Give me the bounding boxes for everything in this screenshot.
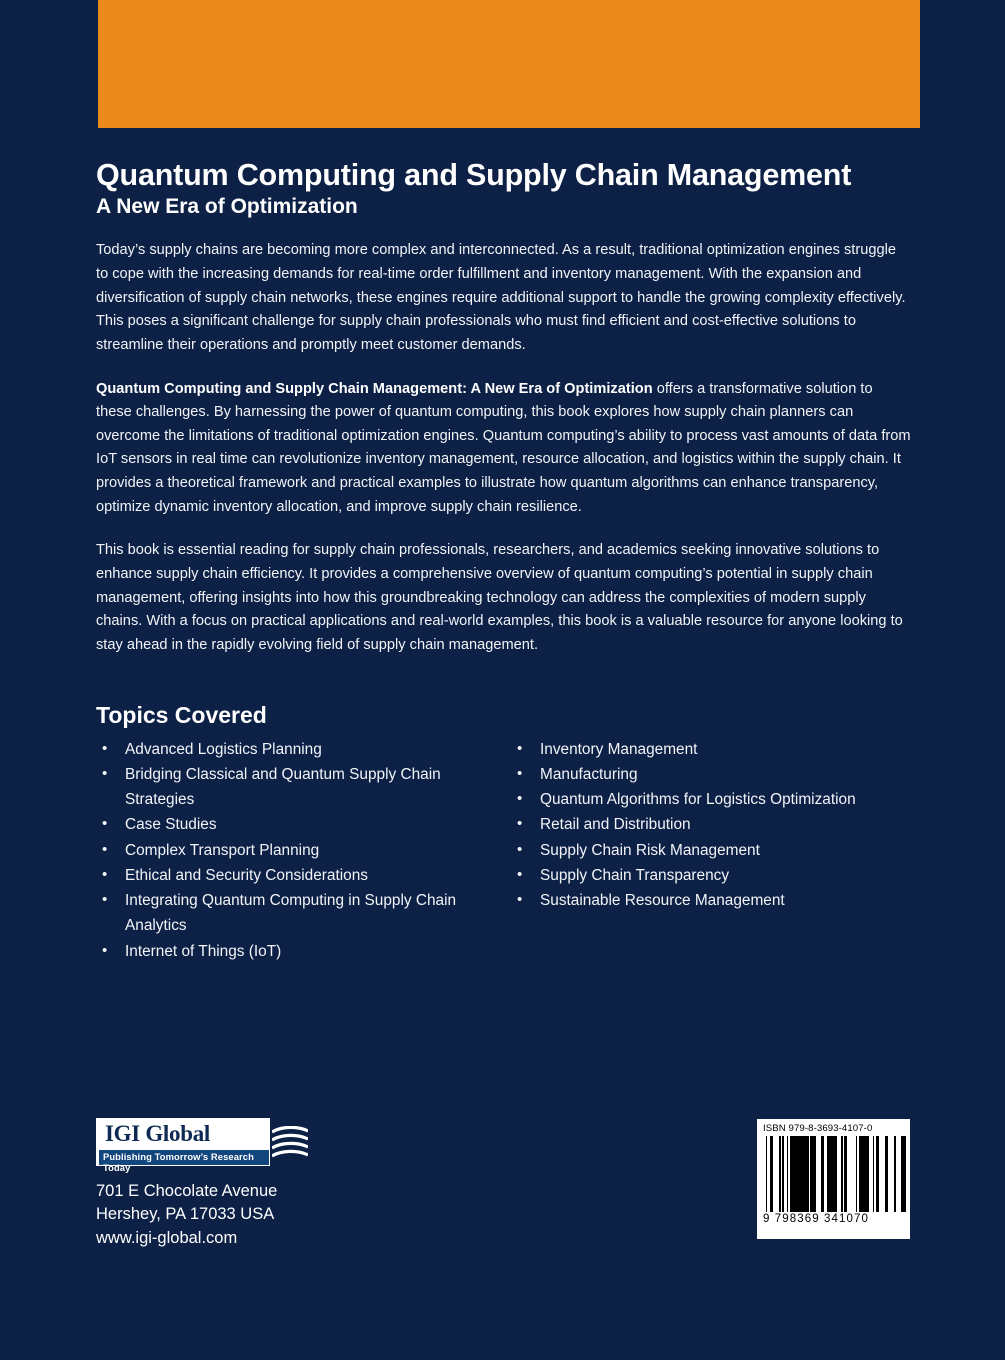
topics-column-right	[511, 737, 926, 964]
list-item: • Advanced Logistics Planning	[96, 737, 511, 762]
description-paragraph-3: This book is essential reading for supply chain professionals, researchers, and academics seeking innovative solutions to enhance supply chain efficiency. It provides a comprehensive overview of quantum computing’s potential in supply chain management, offering insights into how this groundbreaking technology can address the complexities of modern supply chains. With a focus on practical applications and real-world examples, this book is a valuable resource for anyone looking to stay ahead in the rapidly evolving field of supply chain management.	[96, 542, 903, 653]
publisher-website: www.igi-global.com	[96, 1228, 238, 1247]
description-paragraph-1: Today’s supply chains are becoming more complex and interconnected. As a result, traditional optimization engines struggle to cope with the increasing demands for real-time order fulfillment and inventory management. With the expansion and diversification of supply chain networks, these engines require additional support to handle the growing complexity effectively. This poses a significant challenge for supply chain professionals who must find efficient and cost-effective solutions to streamline their operations and promptly meet customer demands.	[96, 242, 906, 353]
isbn-label: ISBN 979-8-3693-4107-0	[763, 1123, 873, 1134]
address-line-2: Hershey, PA 17033 USA	[96, 1205, 275, 1224]
list-item: • Supply Chain Risk Management	[511, 838, 926, 863]
list-item: • Sustainable Resource Management	[511, 888, 926, 913]
book-title-inline: Quantum Computing and Supply Chain Management: A New Era of Optimization	[96, 380, 653, 397]
page-title: Quantum Computing and Supply Chain Management	[96, 158, 852, 192]
description-paragraph-2-rest: offers a transformative solution to these challenges. By harnessing the power of quantum computing, this book explores how supply chain planners can overcome the limitations of traditional optimization engines. Quantum computing’s ability to process vast amounts of data from IoT sensors in real time can revolutionize inventory management, resource allocation, and logistics within the supply chain. It provides a theoretical framework and practical examples to illustrate how quantum algorithms can enhance transparency, optimize dynamic inventory allocation, and improve supply chain resilience.	[96, 380, 911, 515]
orange-header-band	[98, 0, 920, 128]
logo-wordmark: IGI Global	[105, 1121, 211, 1146]
address-line-1: 701 E Chocolate Avenue	[96, 1182, 278, 1200]
list-item: • Complex Transport Planning	[96, 838, 511, 863]
logo-tagline: Publishing Tomorrow’s Research Today	[103, 1151, 254, 1173]
topics-list-right	[511, 737, 926, 914]
cover-content	[96, 158, 910, 964]
logo-background	[96, 1118, 270, 1173]
description-paragraph-2	[96, 378, 912, 520]
list-item: • Bridging Classical and Quantum Supply Chain Strategies	[96, 762, 511, 813]
topics-column-left	[96, 737, 511, 964]
list-item: • Ethical and Security Considerations	[96, 863, 511, 888]
publisher-logo	[96, 1118, 306, 1173]
barcode-bars	[763, 1136, 906, 1212]
list-item: • Inventory Management	[511, 737, 926, 762]
waves-icon	[272, 1126, 308, 1160]
topics-list-left	[96, 737, 511, 964]
topics-heading: Topics Covered	[96, 701, 267, 728]
page-subtitle: A New Era of Optimization	[96, 195, 358, 219]
list-item: • Quantum Algorithms for Logistics Optimization	[511, 787, 926, 812]
list-item: • Case Studies	[96, 812, 511, 837]
barcode-digits: 9 798369 341070	[763, 1213, 870, 1225]
list-item: • Internet of Things (IoT)	[96, 939, 511, 964]
isbn-barcode	[756, 1118, 911, 1240]
list-item: • Supply Chain Transparency	[511, 863, 926, 888]
list-item: • Retail and Distribution	[511, 812, 926, 837]
topics-columns	[96, 737, 926, 964]
list-item: • Manufacturing	[511, 762, 926, 787]
list-item: • Integrating Quantum Computing in Supply Chain Analytics	[96, 888, 511, 939]
